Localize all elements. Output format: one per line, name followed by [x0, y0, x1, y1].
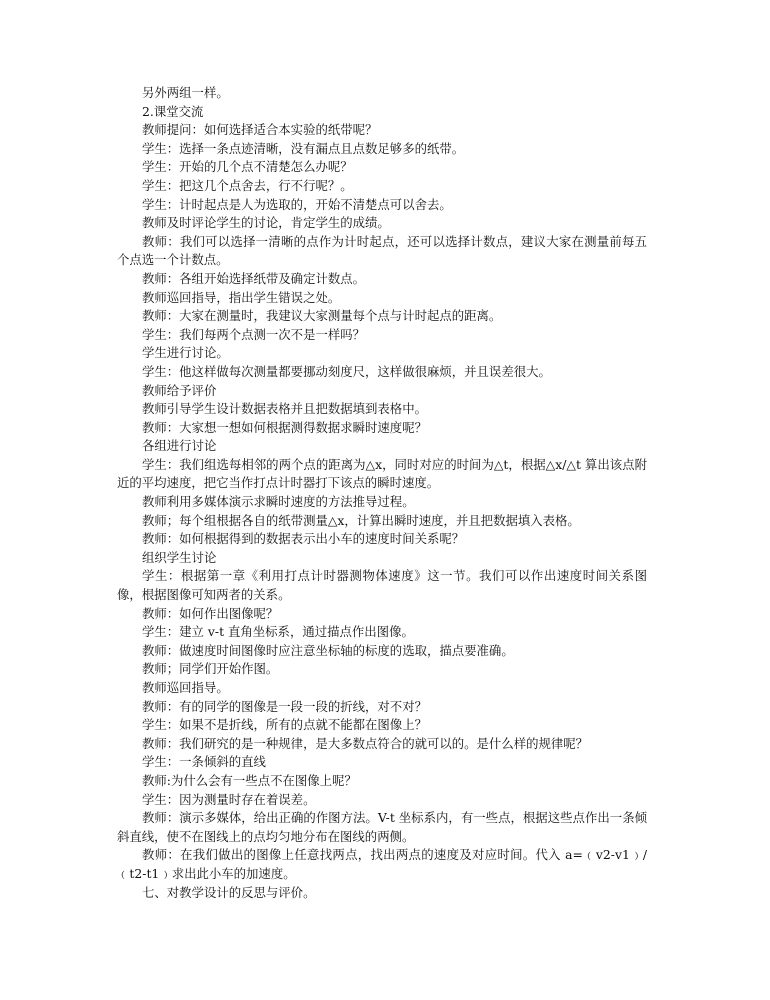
paragraph: 学生：一条倾斜的直线 [142, 754, 266, 770]
paragraph: 学生进行讨论。 [142, 345, 229, 361]
section-heading: 七、对教学设计的反思与评价。 [142, 884, 316, 900]
paragraph: 学生：选择一条点迹清晰，没有漏点且点数足够多的纸带。 [142, 140, 465, 156]
paragraph: 教师：在我们做出的图像上任意找两点，找出两点的速度及对应时间。代入 a=﹙v2-v1﹚/﹙t2-t1﹚求出此小车的加速度。 [117, 847, 647, 881]
paragraph: 教师：我们可以选择一清晰的点作为计时起点，还可以选择计数点，建议大家在测量前每五个点选一个计数点。 [117, 233, 647, 268]
paragraph: 学生：建立 v-t 直角坐标系，通过描点作出图像。 [142, 624, 414, 640]
paragraph: 教师：大家在测量时，我建议大家测量每个点与计时起点的距离。 [142, 308, 502, 324]
paragraph: 教师：做速度时间图像时应注意坐标轴的标度的选取，描点要准确。 [142, 642, 514, 658]
paragraph: 教师利用多媒体演示求瞬时速度的方法推导过程。 [142, 494, 415, 510]
paragraph: 教师:为什么会有一些点不在图像上呢？ [142, 772, 357, 788]
paragraph: 学生：他这样做每次测量都要挪动刻度尺，这样做很麻烦，并且误差很大。 [142, 363, 551, 379]
paragraph: 教师：大家想一想如何根据测得数据求瞬时速度呢？ [142, 419, 427, 435]
paragraph: 教师：我们研究的是一种规律，是大多数点符合的就可以的。是什么样的规律呢？ [142, 735, 589, 751]
paragraph: 学生：我们组选每相邻的两个点的距离为△x，同时对应的时间为△t，根据△x/△t 算出该点附近的平均速度，把它当作打点计时器打下该点的瞬时速度。 [117, 456, 647, 491]
paragraph: 教师巡回指导，指出学生错误之处。 [142, 289, 341, 305]
paragraph: 学生：根据第一章《利用打点计时器测物体速度》这一节。我们可以作出速度时间关系图像，根据图像可知两者的关系。 [117, 568, 647, 603]
paragraph: 组织学生讨论 [142, 549, 217, 565]
paragraph: 各组进行讨论 [142, 438, 217, 454]
paragraph: 学生：把这几个点舍去，行不行呢？。 [142, 177, 353, 193]
document-page [117, 84, 647, 902]
paragraph: 教师；每个组根据各自的纸带测量△x，计算出瞬时速度，并且把数据填入表格。 [142, 512, 580, 528]
paragraph: 另外两组一样。 [142, 85, 229, 100]
paragraph: 教师：如何根据得到的数据表示出小车的速度时间关系呢？ [142, 531, 465, 547]
paragraph: 教师及时评论学生的讨论，肯定学生的成绩。 [142, 215, 390, 231]
paragraph: 教师给予评价 [142, 382, 217, 398]
paragraph: 学生：我们每两个点测一次不是一样吗？ [142, 326, 366, 342]
paragraph: 学生：因为测量时存在着误差。 [142, 791, 316, 807]
paragraph: 教师引导学生设计数据表格并且把数据填到表格中。 [142, 401, 427, 417]
paragraph: 教师：如何作出图像呢？ [142, 605, 279, 621]
paragraph: 教师：各组开始选择纸带及确定计数点。 [142, 270, 366, 286]
paragraph: 学生：计时起点是人为选取的，开始不清楚点可以舍去。 [142, 196, 452, 212]
paragraph: 教师巡回指导。 [142, 680, 229, 695]
paragraph: 教师；同学们开始作图。 [142, 661, 279, 677]
paragraph: 学生：如果不是折线，所有的点就不能都在图像上？ [142, 717, 427, 733]
section-heading: 2.课堂交流 [142, 103, 204, 119]
paragraph: 教师：演示多媒体，给出正确的作图方法。V-t 坐标系内，有一些点，根据这些点作出一条倾斜直线，使不在图线上的点均匀地分布在图线的两侧。 [117, 810, 647, 844]
paragraph: 教师提问：如何选择适合本实验的纸带呢？ [142, 122, 378, 138]
paragraph: 教师：有的同学的图像是一段一段的折线，对不对？ [142, 698, 427, 714]
paragraph: 学生：开始的几个点不清楚怎么办呢？ [142, 159, 353, 175]
